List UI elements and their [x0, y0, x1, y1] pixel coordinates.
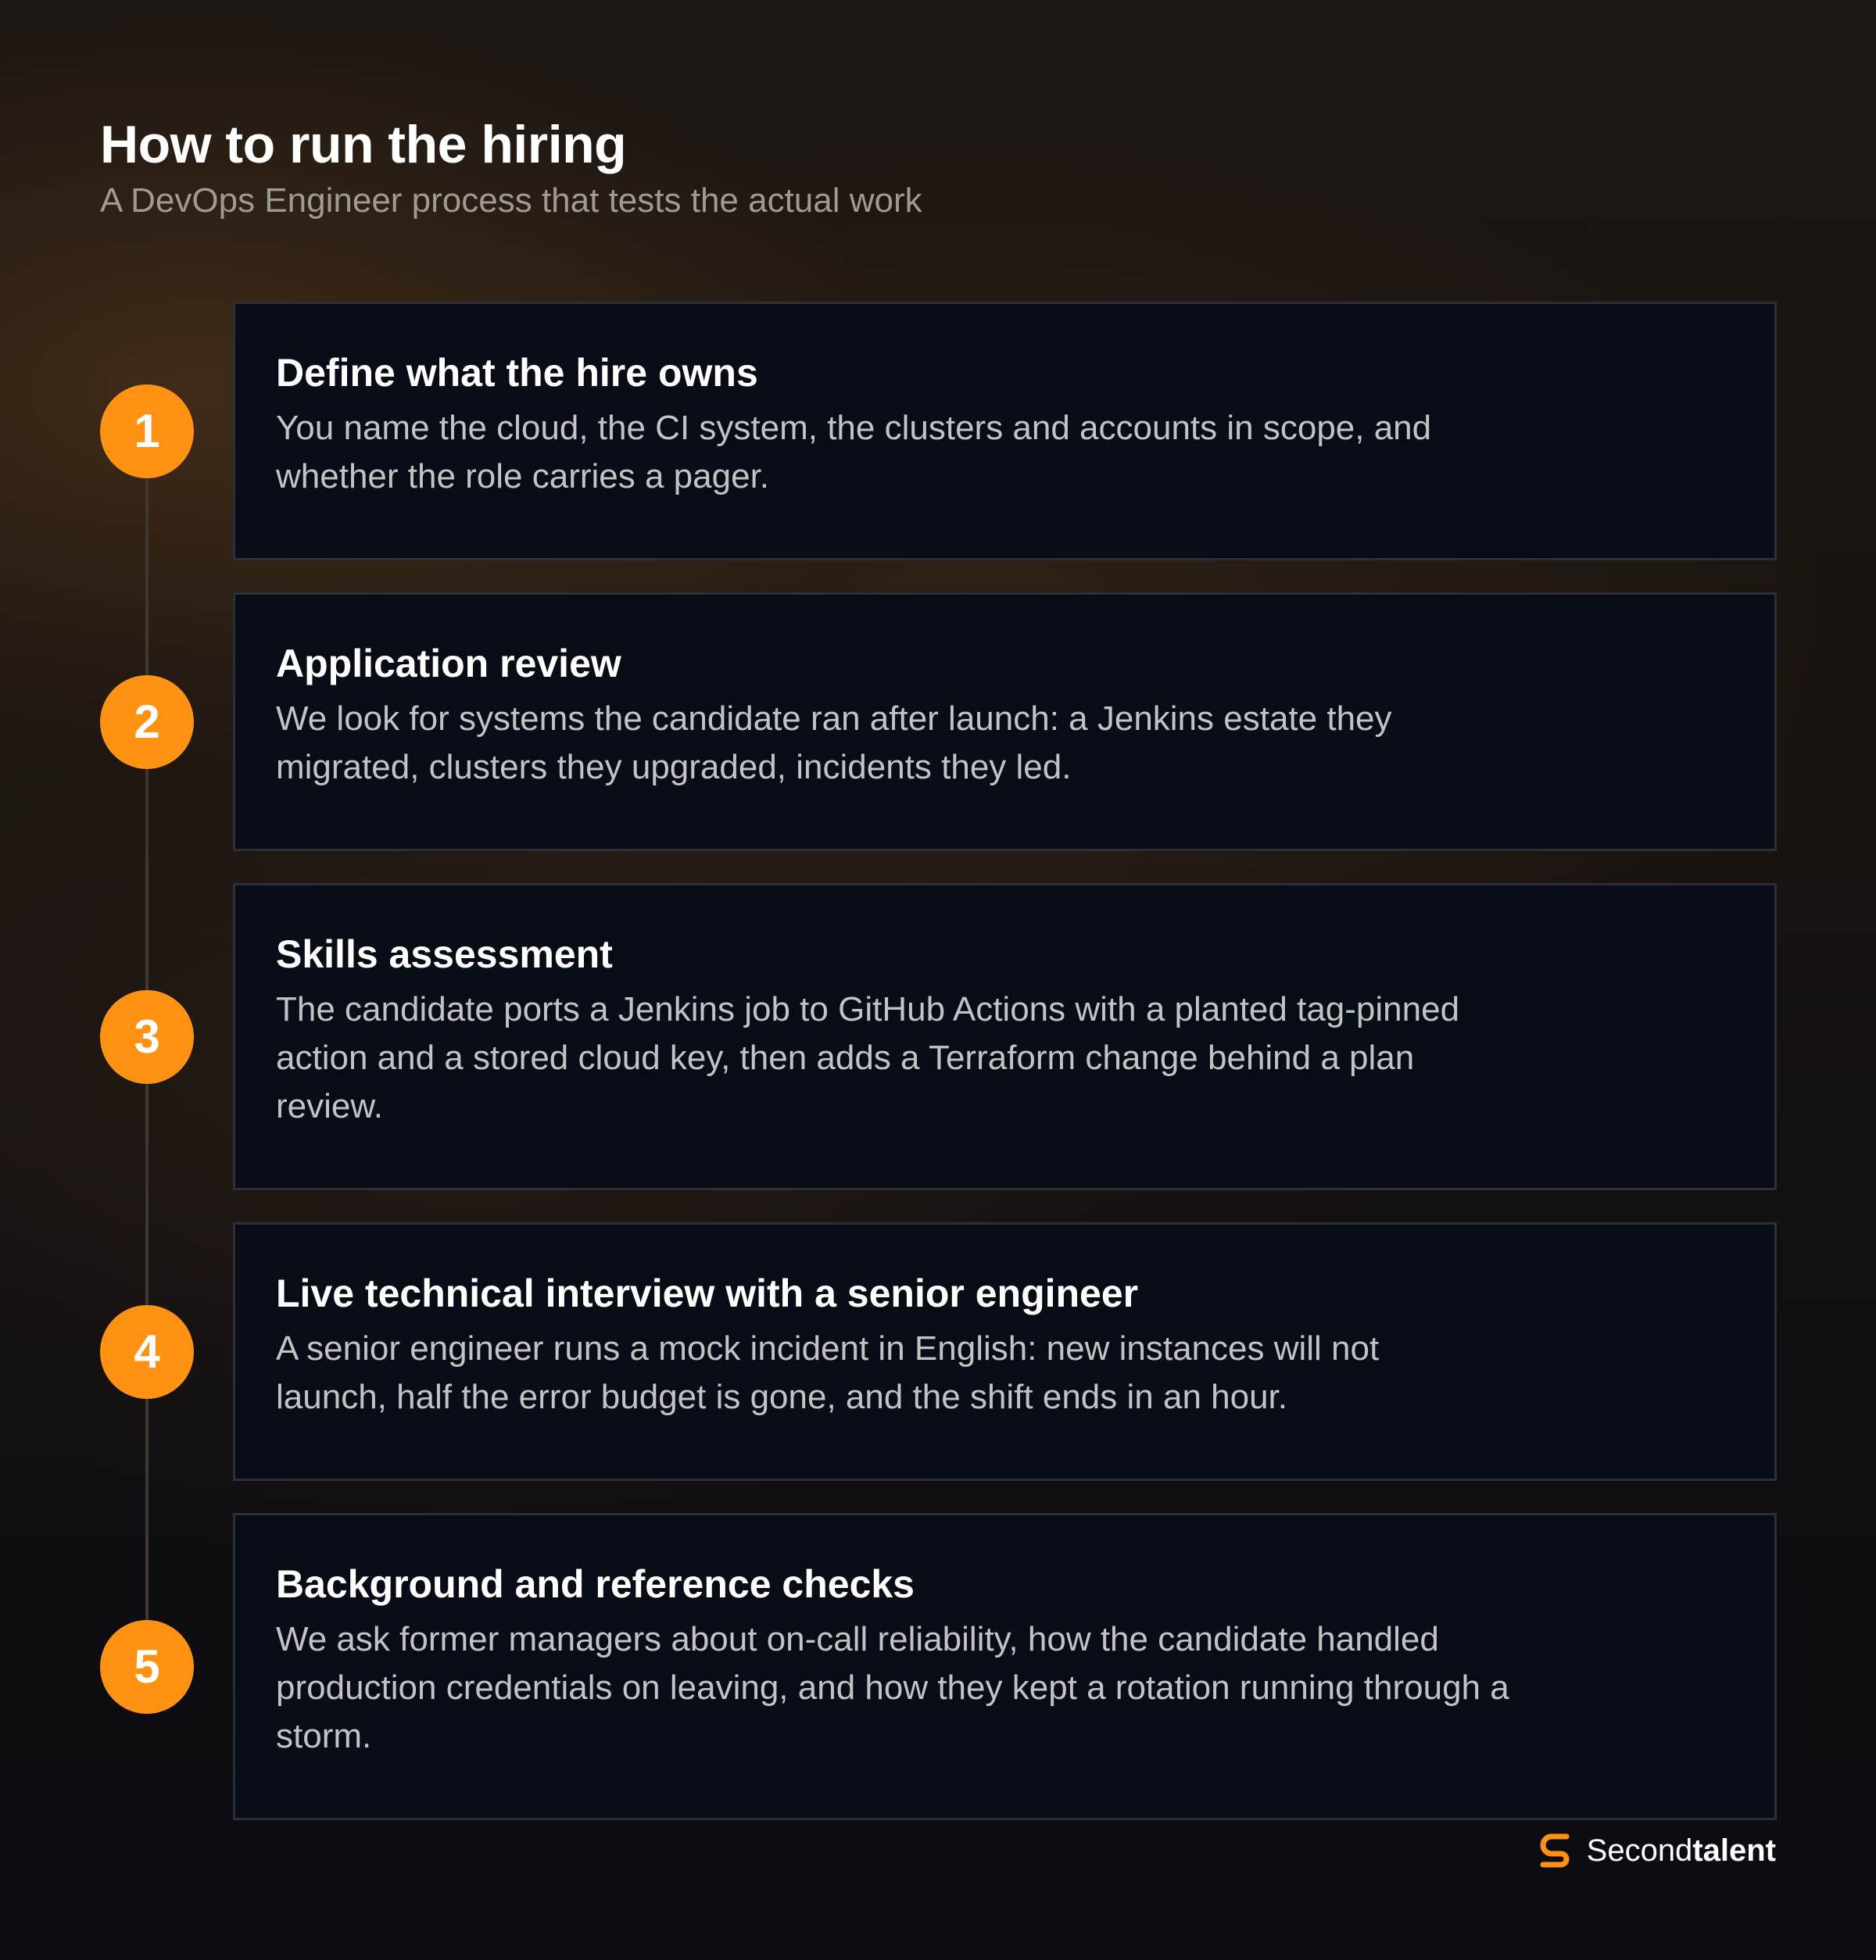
step-card-1: [233, 302, 1777, 560]
step-description: We look for systems the candidate ran after launch: a Jenkins estate they migrated, clusters they upgraded, incidents they led.: [276, 699, 1392, 786]
step-number-badge-5: 5: [100, 1620, 194, 1714]
brand-name-light: Second: [1586, 1833, 1693, 1868]
step-description: A senior engineer runs a mock incident in English: new instances will not launch, half the error budget is gone, and the shift ends in an hour.: [276, 1329, 1380, 1416]
step-number-badge-4: 4: [100, 1305, 194, 1399]
step-card-2: [233, 592, 1777, 851]
step-number-badge-1: 1: [100, 384, 194, 478]
step-title: Live technical interview with a senior engineer: [276, 1271, 1139, 1315]
brand-name: [1587, 1827, 1776, 1874]
step-number-badge-3: 3: [100, 990, 194, 1084]
step-card-3: [233, 883, 1777, 1190]
step-title: Define what the hire owns: [276, 351, 758, 395]
page-title: How to run the hiring: [100, 115, 627, 174]
step-description: We ask former managers about on-call reliability, how the candidate handled production credentials on leaving, and how they kept a rotation running through a storm.: [276, 1620, 1509, 1755]
page-subtitle: A DevOps Engineer process that tests the actual work: [100, 181, 922, 220]
step-title: Skills assessment: [276, 932, 613, 976]
step-title: Application review: [276, 642, 621, 685]
secondtalent-s-logo-icon: [1535, 1829, 1577, 1872]
step-card-4: [233, 1222, 1777, 1481]
brand-logo: [1535, 1827, 1776, 1874]
step-description: The candidate ports a Jenkins job to GitHub Actions with a planted tag-pinned action and a stored cloud key, then adds a Terraform change behind a plan review.: [276, 990, 1460, 1125]
step-title: Background and reference checks: [276, 1562, 915, 1606]
step-number-badge-2: 2: [100, 675, 194, 769]
step-description: You name the cloud, the CI system, the clusters and accounts in scope, and whether the role carries a pager.: [276, 409, 1432, 495]
step-card-5: [233, 1513, 1777, 1820]
brand-name-bold: talent: [1692, 1833, 1776, 1868]
